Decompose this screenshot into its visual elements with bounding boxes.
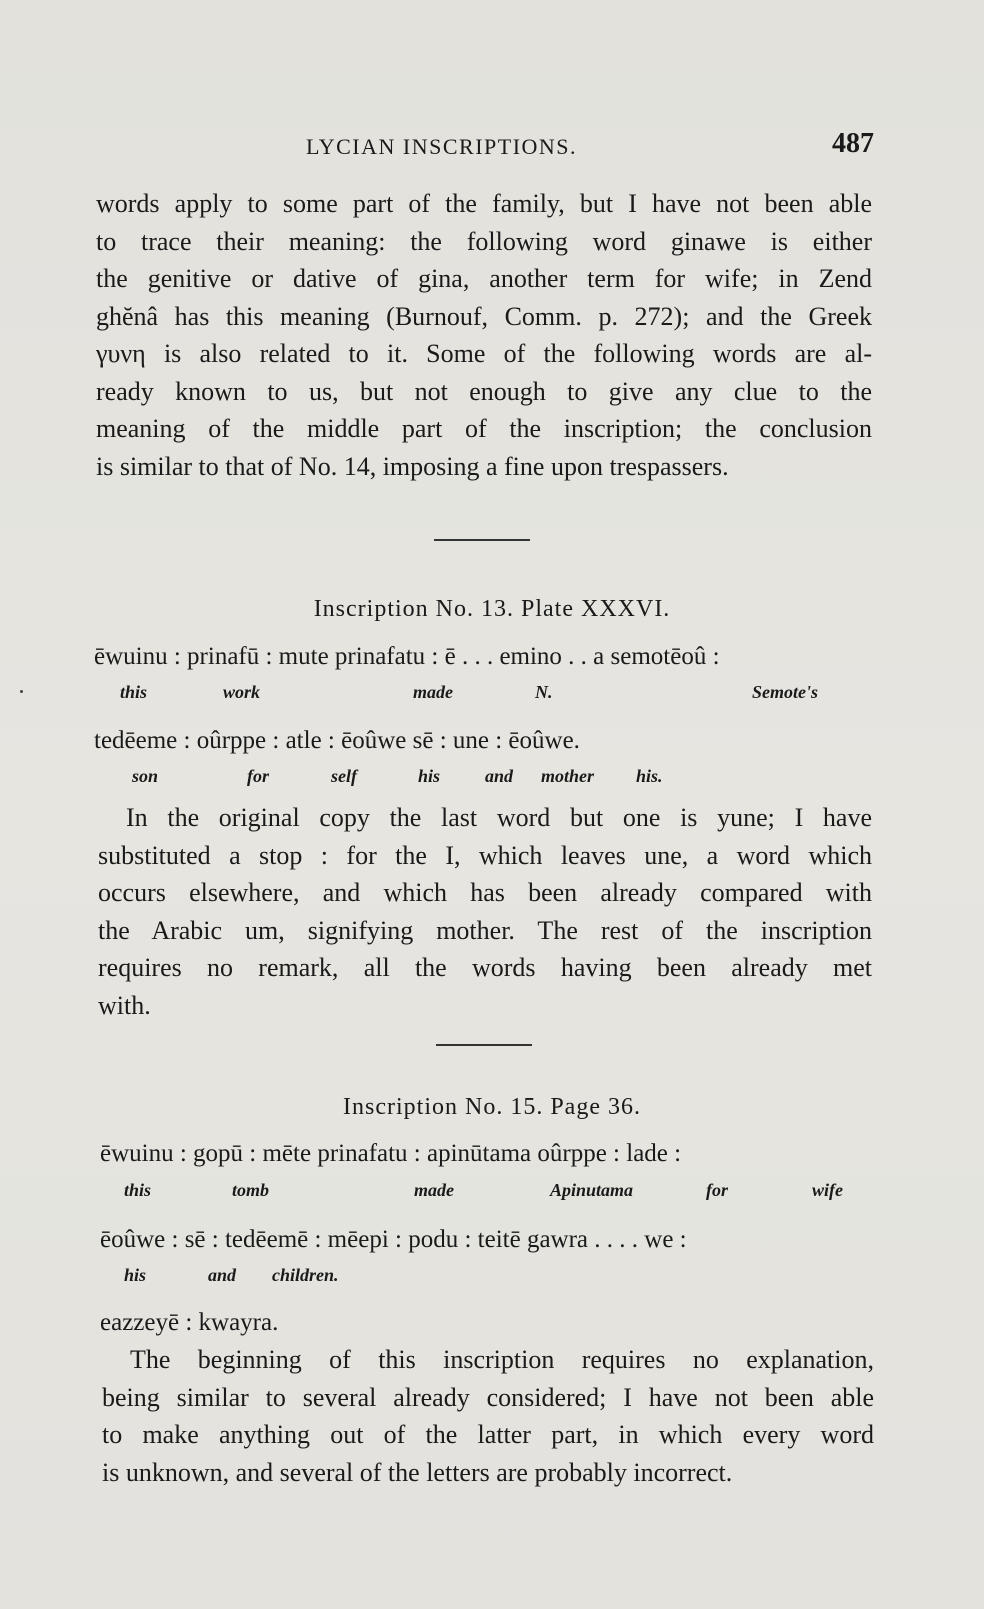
inscription-13-heading: Inscription No. 13. Plate XXXVI. — [313, 596, 671, 622]
gloss: his. — [636, 766, 663, 786]
gloss: his — [124, 1265, 147, 1285]
margin-mark — [20, 690, 23, 693]
text-line: In the original copy the last word but one is yune; I have — [126, 803, 872, 832]
gloss: made — [414, 1180, 454, 1200]
gloss: Apinutama — [550, 1180, 634, 1200]
inscription-13-line-2: tedēeme : oûrppe : atle : ēoûwe sē : une : ēoûwe. — [94, 727, 580, 754]
text-line: being similar to several already considered; I have not been able — [102, 1382, 874, 1412]
text-line: words apply to some part of the family, but I have not been able — [96, 189, 872, 218]
gloss: tomb — [232, 1180, 270, 1200]
gloss: for — [706, 1180, 728, 1200]
gloss: this — [124, 1180, 152, 1200]
gloss: wife — [812, 1180, 843, 1200]
text-line: ghĕnâ has this meaning (Burnouf, Comm. p. 272); and the Greek — [96, 301, 872, 331]
text-line: substituted a stop : for the I, which leaves une, a word which — [98, 840, 872, 870]
running-title: LYCIAN INSCRIPTIONS. — [306, 134, 578, 159]
inscription-15-line-2: ēoûwe : sē : tedēemē : mēepi : podu : teitē gawra . . . . we : — [100, 1226, 687, 1253]
inscription-15-line-1: ēwuinu : gopū : mēte prinafatu : apinūtama oûrppe : lade : — [100, 1140, 682, 1167]
page-header — [96, 128, 874, 168]
text-line: γυνη is also related to it. Some of the following words are al- — [96, 339, 872, 368]
text-line: requires no remark, all the words having been already met — [98, 953, 872, 982]
gloss: mother — [541, 766, 595, 786]
text-line: to trace their meaning: the following word ginawe is either — [96, 226, 872, 256]
text-line: the genitive or dative of gina, another term for wife; in Zend — [96, 264, 872, 293]
gloss: work — [223, 682, 261, 702]
gloss: children. — [272, 1265, 339, 1285]
text-line: meaning of the middle part of the inscription; the conclusion — [96, 414, 872, 443]
inscription-13-commentary — [98, 799, 872, 1024]
gloss: and — [208, 1265, 237, 1285]
text-line: ready known to us, but not enough to give any clue to the — [96, 376, 872, 406]
text-line: the Arabic um, signifying mother. The rest of the inscription — [98, 915, 872, 945]
text-line: occurs elsewhere, and which has been already compared with — [98, 878, 872, 907]
inscription-15-commentary — [102, 1341, 874, 1491]
gloss: Semote's — [752, 682, 818, 702]
intro-paragraph — [96, 185, 872, 485]
page-number: 487 — [832, 128, 874, 159]
section-divider — [436, 1044, 532, 1046]
gloss: son — [132, 766, 159, 786]
gloss: made — [413, 682, 453, 702]
text-line: is unknown, and several of the letters are probably incorrect. — [102, 1457, 733, 1487]
inscription-13-line-1: ēwuinu : prinafū : mute prinafatu : ē . . . emino . . a semotēoû : — [94, 643, 720, 670]
section-divider — [434, 539, 530, 541]
text-line: with. — [98, 990, 151, 1020]
text-line: is similar to that of No. 14, imposing a fine upon trespassers. — [96, 451, 729, 481]
gloss: for — [247, 766, 269, 786]
gloss: his — [418, 766, 441, 786]
gloss: N. — [535, 682, 553, 702]
inscription-15-line-3: eazzeyē : kwayra. — [100, 1309, 279, 1336]
text-line: The beginning of this inscription requires no explanation, — [130, 1345, 874, 1374]
text-line: to make anything out of the latter part, in which every word — [102, 1420, 874, 1449]
inscription-15-heading: Inscription No. 15. Page 36. — [343, 1094, 641, 1120]
gloss: this — [120, 682, 148, 702]
gloss: self — [331, 766, 357, 786]
gloss: and — [485, 766, 514, 786]
